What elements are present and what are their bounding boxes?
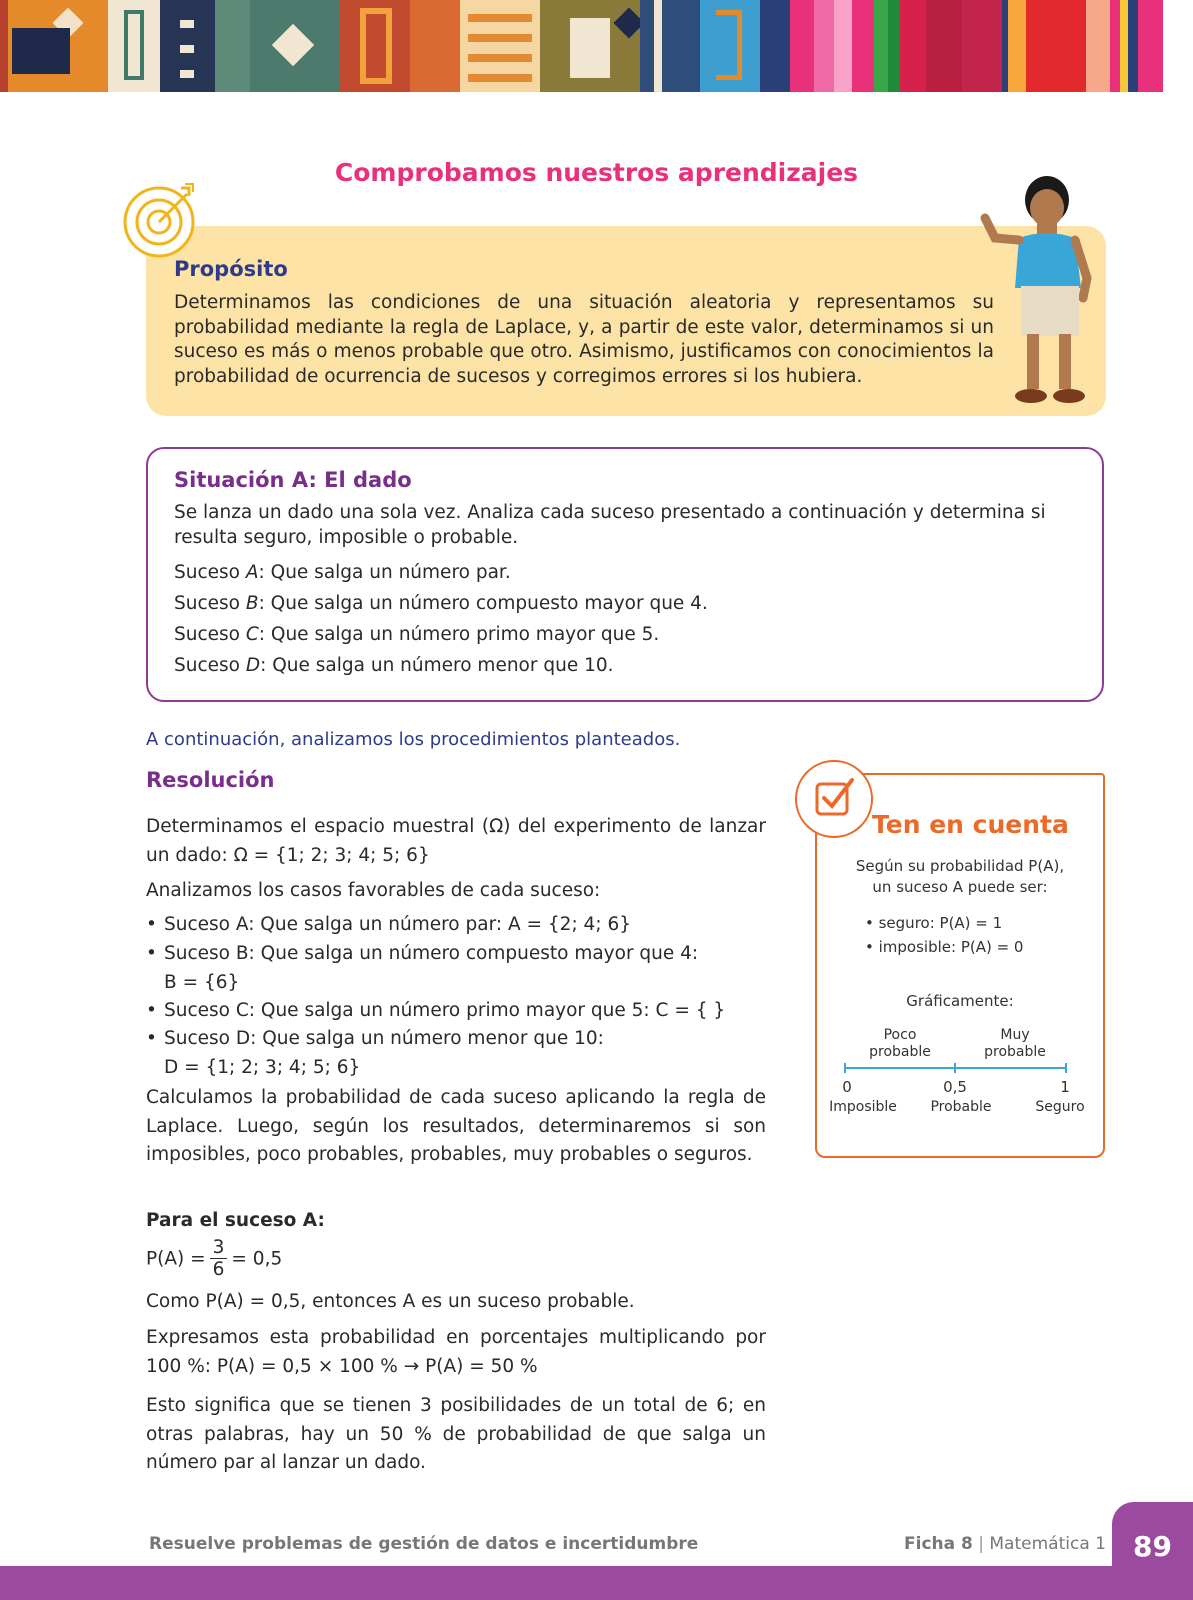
tip-text: un suceso A puede ser: xyxy=(872,878,1048,896)
scale-value: 1 xyxy=(1060,1078,1070,1096)
boy-illustration xyxy=(975,168,1110,418)
situation-intro: Se lanza un dado una sola vez. Analiza cada suceso presentado a continuación y determina si resulta seguro, imposible o probable. xyxy=(174,502,1046,548)
list-item: • Suceso A: Que salga un número par: A = {2; 4; 6} xyxy=(146,914,631,935)
scale-label: Imposible xyxy=(829,1099,897,1115)
footer-ficha: Ficha 8 | Matemática 1 xyxy=(904,1534,1106,1554)
banner-stripe xyxy=(852,0,874,92)
tip-item: • imposible: P(A) = 0 xyxy=(865,938,1024,956)
fraction-denominator: 6 xyxy=(212,1259,225,1280)
banner-stripe xyxy=(250,0,340,92)
checkbox-icon xyxy=(795,760,873,838)
list-item: • Suceso B: Que salga un número compuesto mayor que 4: xyxy=(146,943,699,964)
banner-stripe xyxy=(340,0,410,92)
banner-stripe xyxy=(926,0,962,92)
page-number: 89 xyxy=(1133,1530,1172,1563)
scale-value: 0,5 xyxy=(943,1078,967,1096)
banner-stripe xyxy=(160,0,250,92)
resolution-paragraph: Como P(A) = 0,5, entonces A es un suceso probable. xyxy=(146,1291,635,1312)
situation-heading: Situación A: El dado xyxy=(174,468,412,492)
resolution-paragraph: Analizamos los casos favorables de cada suceso: xyxy=(146,880,601,901)
scale-region-label: Muy probable xyxy=(984,1027,1046,1060)
resolution-paragraph: Esto significa que se tienen 3 posibilidades de un total de 6; en otras palabras, hay un 50 % de probabilidad de que salga un número par al lanzar un dado. xyxy=(146,1395,766,1473)
banner-stripe xyxy=(1008,0,1026,92)
banner-stripe xyxy=(888,0,900,92)
banner-stripe xyxy=(1026,0,1086,92)
scale-region-label: Poco probable xyxy=(869,1027,931,1060)
resolution-paragraph: Expresamos esta probabilidad en porcentajes multiplicando por 100 %: P(A) = 0,5 × 100 % → P(A) = 50 % xyxy=(146,1327,766,1377)
list-item: • Suceso D: Que salga un número menor que 10: xyxy=(146,1028,604,1049)
list-item: • Suceso C: Que salga un número primo mayor que 5: C = { } xyxy=(146,1000,726,1021)
banner-stripe xyxy=(814,0,834,92)
banner-stripe xyxy=(410,0,460,92)
tip-text: Según su probabilidad P(A), xyxy=(855,857,1065,875)
list-item-continuation: D = {1; 2; 3; 4; 5; 6} xyxy=(164,1057,361,1078)
textile-banner xyxy=(0,0,1193,92)
footer-bar xyxy=(0,1566,1193,1600)
banner-stripe xyxy=(962,0,1002,92)
banner-stripe xyxy=(700,0,760,92)
banner-stripe xyxy=(900,0,926,92)
page-title: Comprobamos nuestros aprendizajes xyxy=(334,158,859,187)
banner-stripe xyxy=(790,0,814,92)
banner-stripe xyxy=(1086,0,1110,92)
banner-stripe xyxy=(540,0,640,92)
event-line: Suceso B: Que salga un número compuesto mayor que 4. xyxy=(174,593,708,614)
banner-stripe xyxy=(460,0,540,92)
banner-stripe xyxy=(760,0,790,92)
graph-label: Gráficamente: xyxy=(906,992,1014,1010)
resolution-paragraph: Determinamos el espacio muestral (Ω) del experimento de lanzar un dado: Ω = {1; 2; 3; 4; 5; 6} xyxy=(146,816,766,866)
banner-stripe xyxy=(640,0,700,92)
banner-stripe xyxy=(1128,0,1138,92)
event-line: Suceso A: Que salga un número par. xyxy=(174,562,511,583)
event-line: Suceso D: Que salga un número menor que 10. xyxy=(174,655,614,676)
banner-stripe xyxy=(1110,0,1120,92)
event-a-heading: Para el suceso A: xyxy=(146,1210,325,1231)
banner-stripe xyxy=(1120,0,1128,92)
banner-stripe xyxy=(1138,0,1163,92)
probability-scale-line xyxy=(843,1060,1068,1076)
probability-formula: P(A) = $\frac{3}{6}$ = 0,5 xyxy=(146,1237,283,1280)
footer-competence: Resuelve problemas de gestión de datos e incertidumbre xyxy=(149,1534,699,1554)
fraction-numerator: 3 xyxy=(210,1238,228,1259)
analysis-intro: A continuación, analizamos los procedimientos planteados. xyxy=(146,729,681,750)
scale-label: Seguro xyxy=(1035,1099,1085,1115)
banner-stripe xyxy=(0,0,108,92)
target-icon xyxy=(123,182,203,262)
tip-heading: Ten en cuenta xyxy=(872,810,1069,839)
banner-stripe xyxy=(834,0,852,92)
banner-stripe xyxy=(108,0,160,92)
purpose-text: Determinamos las condiciones de una situación aleatoria y representamos su probabilidad mediante la regla de Laplace, y, a partir de este valor, determinamos si un suceso es más o menos probable que otro. Asimismo, justificamos con conocimientos la probabilidad de ocurrencia de sucesos y corregimos errores si los hubiera. xyxy=(174,292,994,387)
list-item-continuation: B = {6} xyxy=(164,972,240,993)
purpose-heading: Propósito xyxy=(174,257,288,281)
resolution-paragraph: Calculamos la probabilidad de cada suceso aplicando la regla de Laplace. Luego, según los resultados, determinaremos si son imposibles, poco probables, probables, muy probables o seguros. xyxy=(146,1087,766,1165)
scale-label: Probable xyxy=(930,1099,992,1115)
scale-value: 0 xyxy=(842,1078,852,1096)
banner-stripe xyxy=(874,0,888,92)
tip-item: • seguro: P(A) = 1 xyxy=(865,914,1003,932)
event-line: Suceso C: Que salga un número primo mayor que 5. xyxy=(174,624,660,645)
resolution-heading: Resolución xyxy=(146,768,275,792)
